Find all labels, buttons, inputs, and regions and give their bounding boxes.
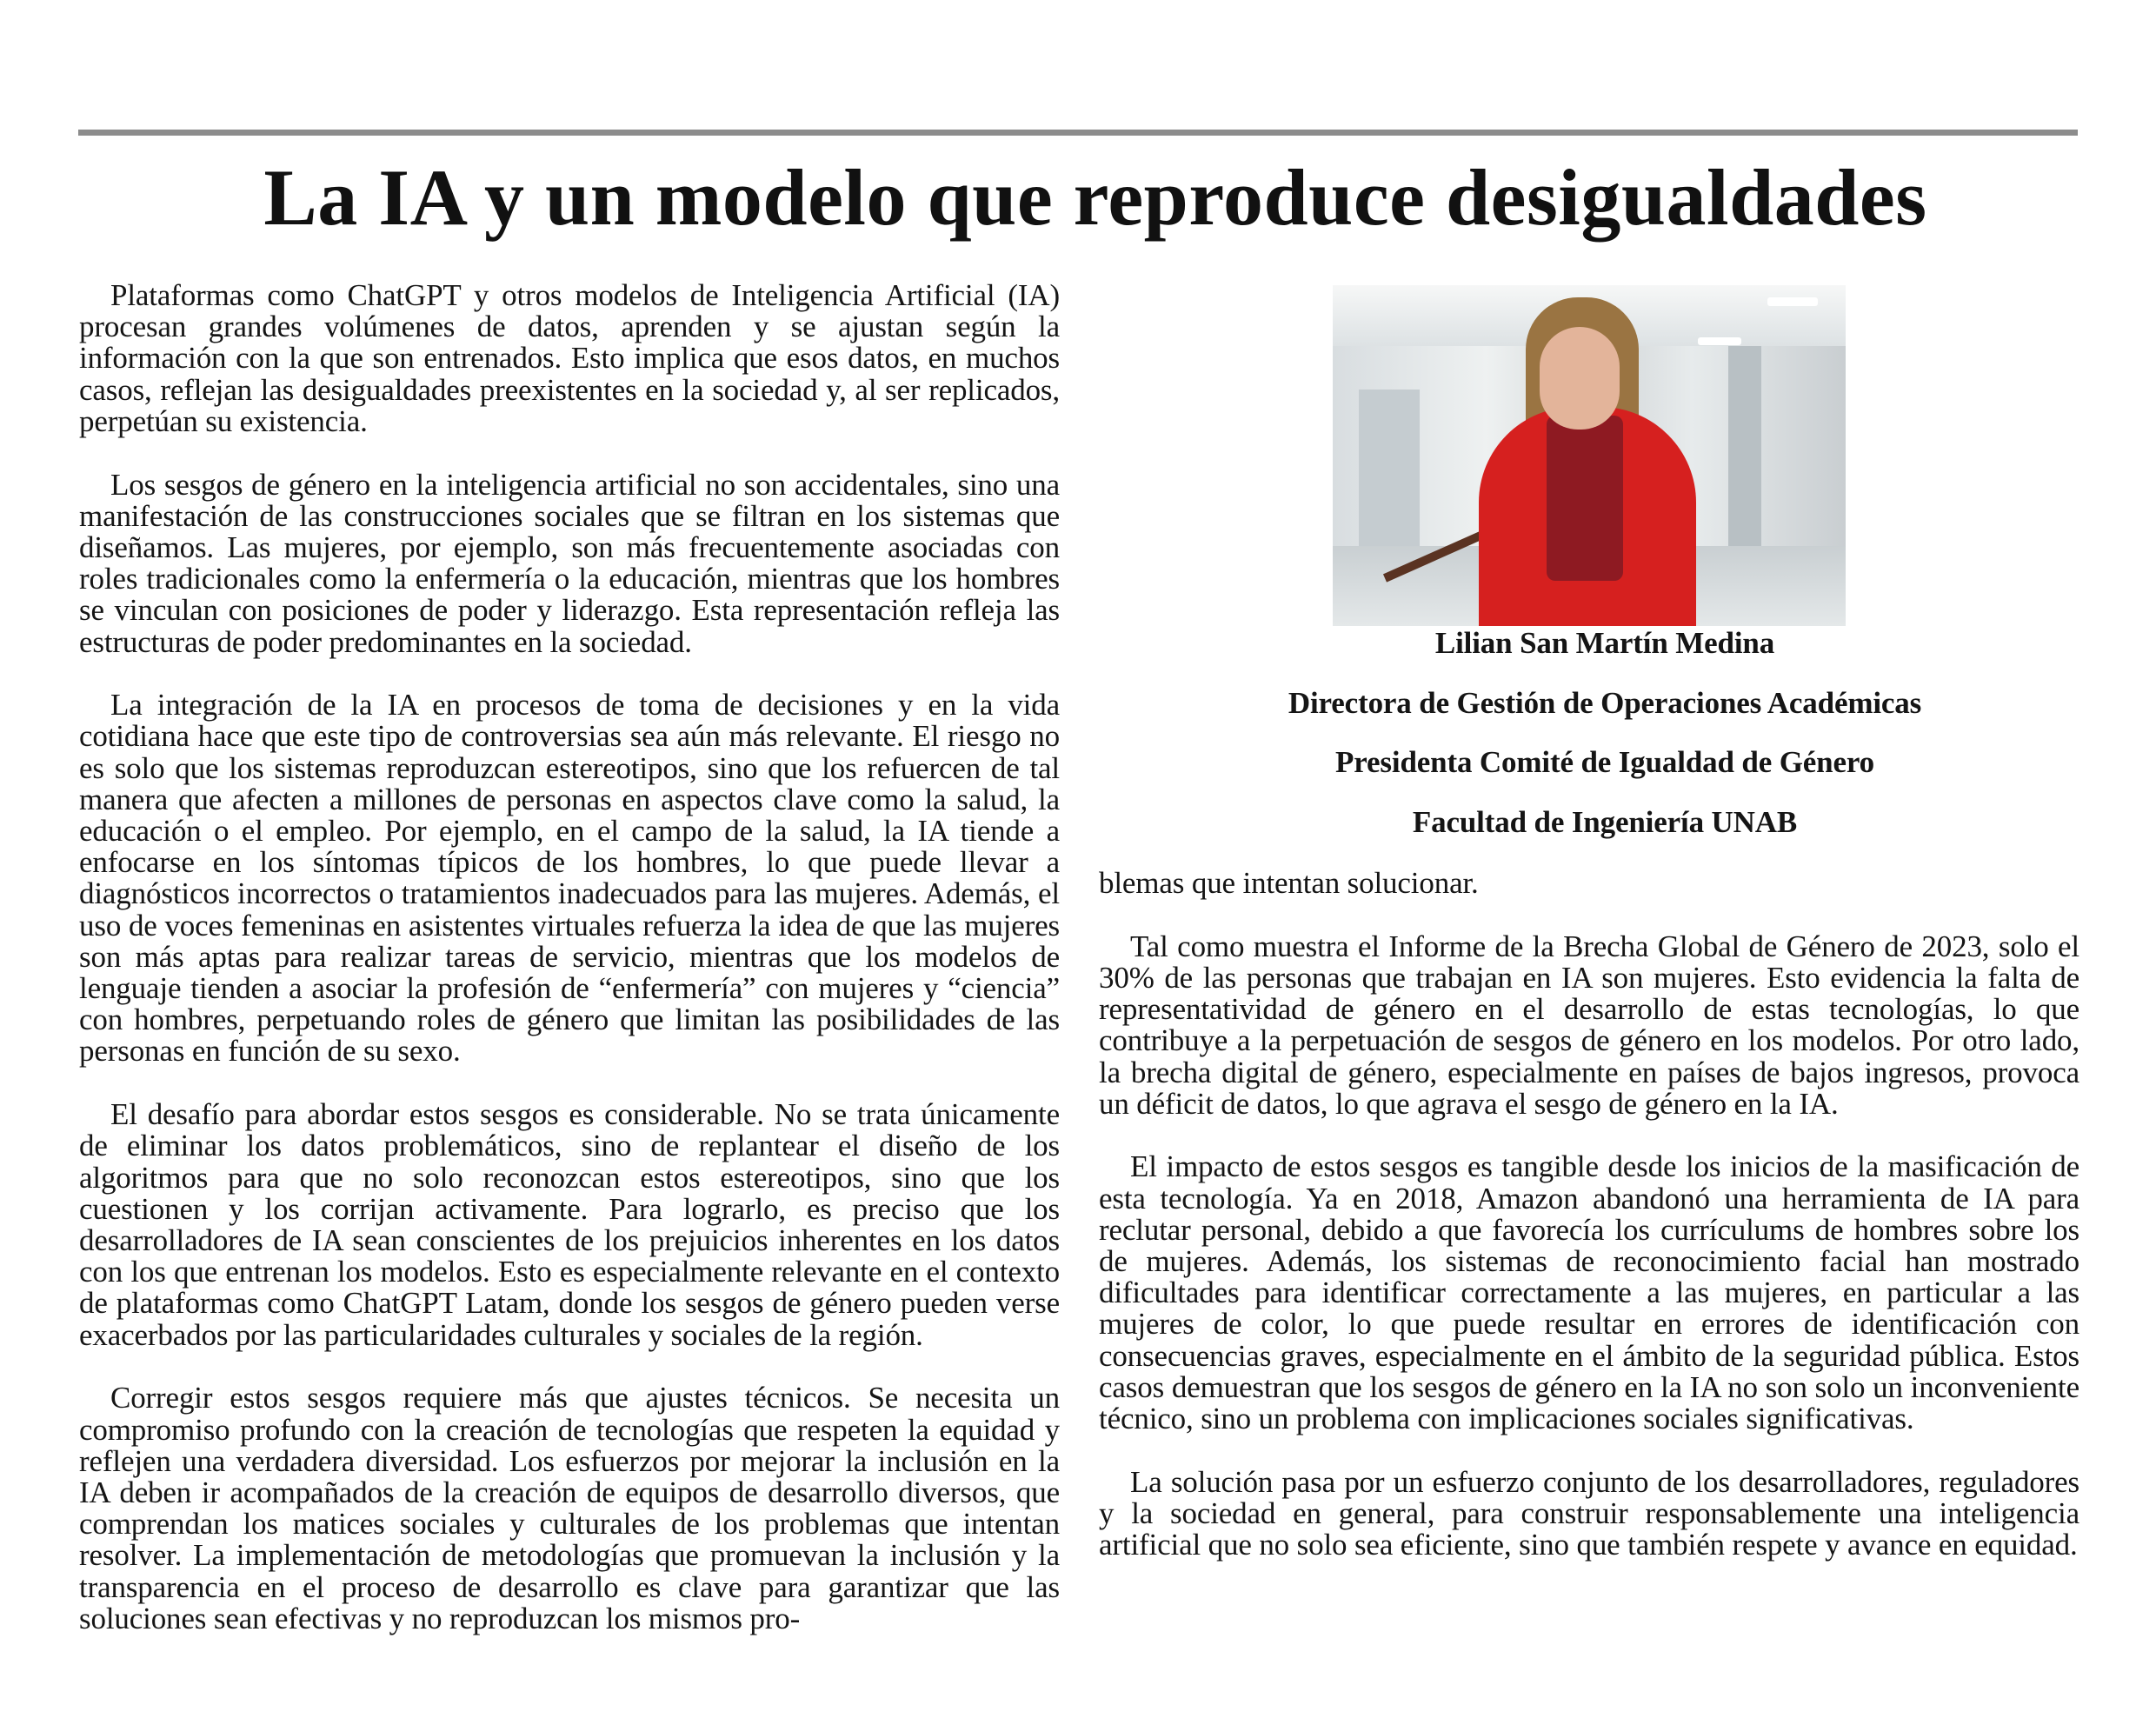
paragraph: blemas que intentan solucionar. (1099, 866, 1479, 900)
headline: La IA y un modelo que reproduce desigualdades (263, 153, 1927, 242)
paragraph: Plataformas como ChatGPT y otros modelos de Inteligencia Artificial (IA) procesan grandes volúmenes de datos, aprenden y se ajustan según la información con la que son entrenados. Esto implica que esos datos, en muchos casos, reflejan las desigualdades preexistentes en la sociedad y, al ser replicados, perpetúan su existencia. (79, 278, 1060, 438)
left-column (79, 280, 1060, 1666)
paragraph: La integración de la IA en procesos de toma de decisiones y en la vida cotidiana hace que este tipo de controversias sea aún más relevante. El riesgo no es solo que los sistemas reproduzcan estereotipos, sino que los refuercen de tal manera que afecten a millones de personas en aspectos clave como la salud, la educación o el empleo. Por ejemplo, en el campo de la salud, la IA tiende a enfocarse en los síntomas típicos de los hombres, lo que puede llevar a diagnósticos incorrectos o tratamientos inadecuados para las mujeres. Además, el uso de voces femeninas en asistentes virtuales refuerza la idea de que las mujeres son más aptas para realizar tareas de servicio, mientras que los modelos de lenguaje tienden a asociar la profesión de “enfermería” con mujeres y “ciencia” con hombres, perpetuando roles de género que limitan las posibilidades de las personas en función de su sexo. (79, 688, 1060, 1069)
paragraph: El impacto de estos sesgos es tangible desde los inicios de la masificación de esta tecnología. Ya en 2018, Amazon abandonó una herramienta de IA para reclutar personal, debido a que favorecía los currículums de hombres sobre los de mujeres. Además, los sistemas de reconocimiento facial han mostrado dificultades para identificar correctamente a las mujeres, en particular a las mujeres de color, lo que puede resultar en errores de identificación con consecuencias graves, especialmente en el ámbito de la seguridad pública. Estos casos demuestran que los sesgos de género en la IA no son solo un inconveniente técnico, sino un problema con implicaciones sociales significativas. (1099, 1149, 2079, 1436)
author-photo (1333, 285, 1846, 626)
author-figure (1099, 285, 2079, 839)
top-rule (78, 130, 2078, 136)
author-role-secondary: Presidenta Comité de Igualdad de Género (1335, 745, 1874, 779)
paragraph: La solución pasa por un esfuerzo conjunto de los desarrolladores, reguladores y la sociedad en general, para construir responsablemente una inteligencia artificial que no solo sea eficiente, sino que también respete y avance en equidad. (1099, 1464, 2079, 1562)
author-role: Directora de Gestión de Operaciones Académicas (1288, 685, 1922, 720)
paragraph: Los sesgos de género en la inteligencia artificial no son accidentales, sino una manifestación de las construcciones sociales que se filtran en los sistemas que diseñamos. Las mujeres, por ejemplo, son más frecuentemente asociadas con roles tradicionales como la enfermería o la educación, mientras que los hombres se vinculan con posiciones de poder y liderazgo. Esta representación refleja las estructuras de poder predominantes en la sociedad. (79, 467, 1060, 659)
author-faculty: Facultad de Ingeniería UNAB (1412, 804, 1798, 839)
right-column (1099, 280, 2079, 1593)
paragraph: Corregir estos sesgos requiere más que ajustes técnicos. Se necesita un compromiso profundo con la creación de tecnologías que respeten la equidad y reflejen una verdadera diversidad. Los esfuerzos por mejorar la inclusión en la IA deben ir acompañados de la creación de equipos de desarrollo diversos, que comprendan los matices sociales y culturales de los problemas que intentan resolver. La implementación de metodologías que promuevan la inclusión y la transparencia en el proceso de desarrollo es clave para garantizar que las soluciones sean efectivas y no reproduzcan los mismos pro- (79, 1381, 1060, 1635)
paragraph: Tal como muestra el Informe de la Brecha Global de Género de 2023, solo el 30% de las personas que trabajan en IA son mujeres. Esto evidencia la falta de representatividad de género en el desarrollo de estas tecnologías, lo que contribuye a la perpetuación de sesgos de género en los modelos. Por otro lado, la brecha digital de género, especialmente en países de bajos ingresos, provoca un déficit de datos, lo que agrava el sesgo de género en la IA. (1099, 929, 2079, 1121)
author-name: Lilian San Martín Medina (1434, 626, 1775, 660)
paragraph: El desafío para abordar estos sesgos es considerable. No se trata únicamente de eliminar los datos problemáticos, sino de replantear el diseño de los algoritmos para que no solo reconozcan estos estereotipos, sino que los cuestionen y los corrijan activamente. Para lograrlo, es preciso que los desarrolladores de IA sean conscientes de los prejuicios inherentes en los datos con los que entrenan los modelos. Esto es especialmente relevante en el contexto de plataformas como ChatGPT Latam, donde los sesgos de género pueden verse exacerbados por las particularidades culturales y sociales de la región. (79, 1097, 1060, 1352)
